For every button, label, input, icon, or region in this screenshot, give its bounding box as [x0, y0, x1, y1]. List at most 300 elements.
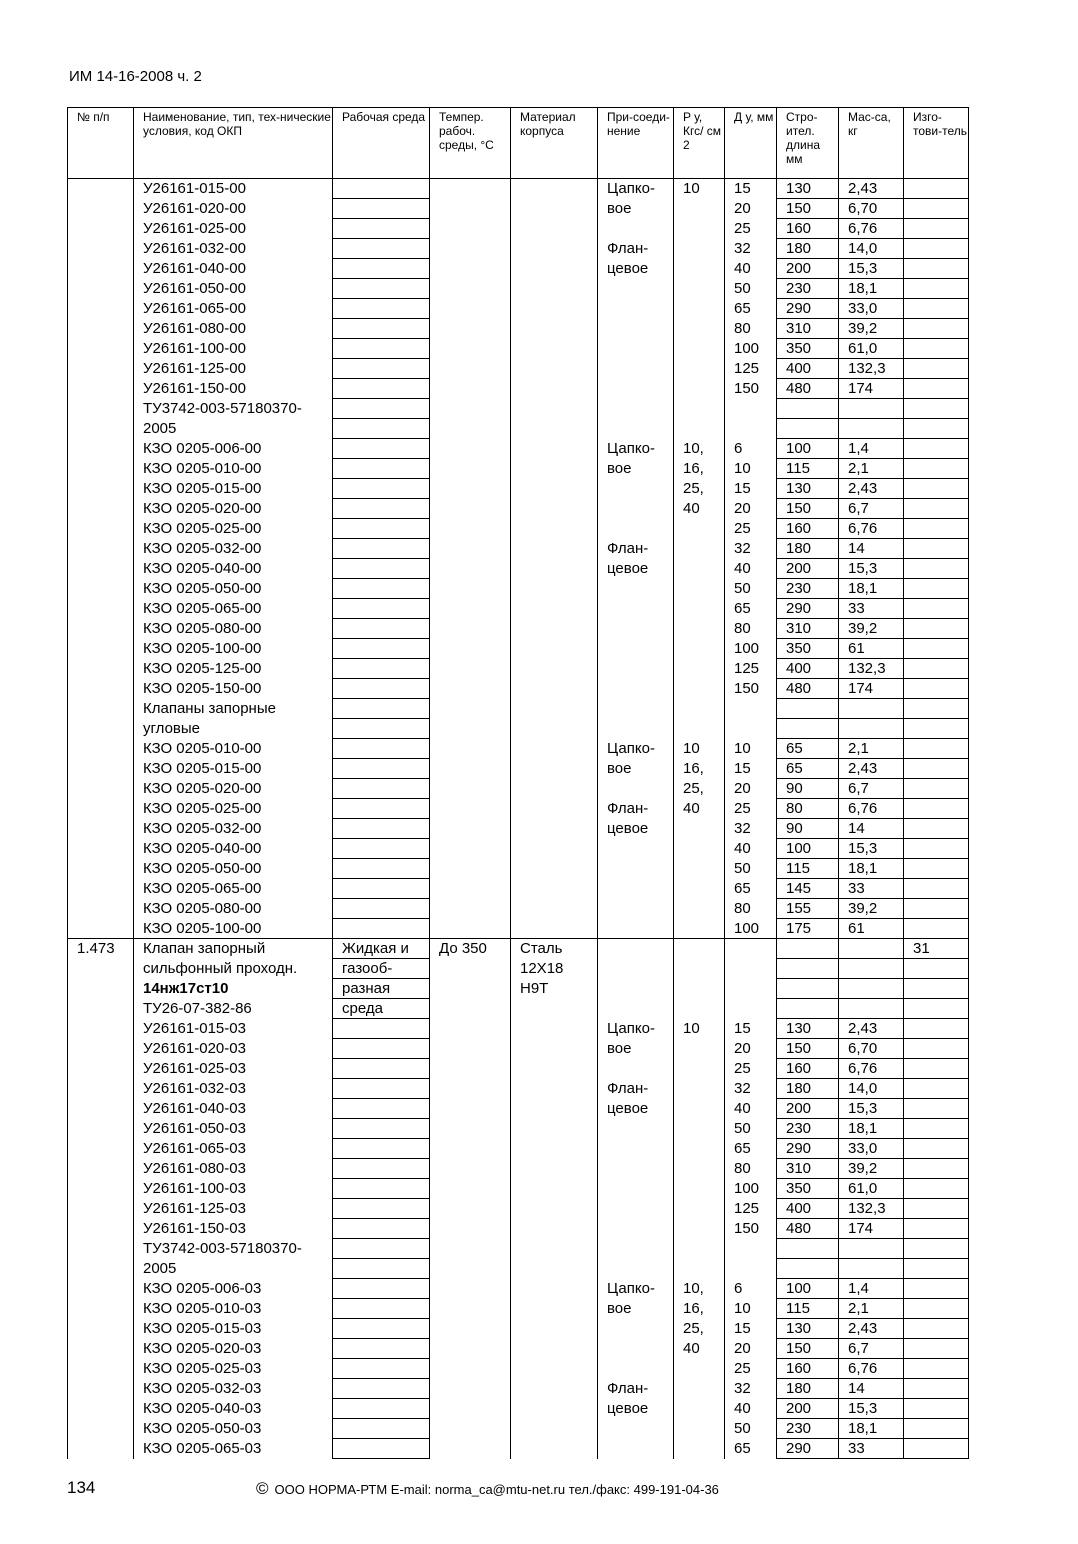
table-cell: 10	[725, 1299, 777, 1319]
table-cell: 65	[725, 299, 777, 319]
table-row	[68, 659, 969, 679]
table-cell	[904, 999, 969, 1019]
table-cell	[725, 1259, 777, 1279]
table-cell	[430, 1319, 511, 1339]
table-cell	[430, 1219, 511, 1239]
table-cell	[904, 339, 969, 359]
table-cell: 132,3	[839, 359, 904, 379]
table-cell	[511, 1239, 598, 1259]
footer-copyright	[256, 1479, 719, 1499]
table-cell	[511, 239, 598, 259]
table-cell: 6,7	[839, 499, 904, 519]
table-cell	[904, 219, 969, 239]
table-cell	[674, 1199, 725, 1219]
table-cell	[674, 1399, 725, 1419]
table-cell	[598, 579, 674, 599]
table-cell: КЗО 0205-020-00	[134, 779, 333, 799]
table-cell	[333, 439, 430, 459]
table-cell	[777, 699, 839, 719]
table-cell	[333, 539, 430, 559]
col-header: Материал корпуса	[511, 108, 598, 179]
table-header-row	[68, 108, 969, 179]
table-cell: 180	[777, 239, 839, 259]
table-cell	[511, 319, 598, 339]
table-cell: 150	[725, 679, 777, 699]
table-cell: 2,1	[839, 459, 904, 479]
table-cell: У26161-025-03	[134, 1059, 333, 1079]
table-cell: 100	[725, 639, 777, 659]
table-cell	[511, 419, 598, 439]
table-row	[68, 339, 969, 359]
table-cell: 310	[777, 319, 839, 339]
table-cell: 40	[674, 499, 725, 519]
table-cell	[68, 1219, 134, 1239]
table-cell	[68, 759, 134, 779]
table-cell	[68, 1379, 134, 1399]
table-cell	[904, 1079, 969, 1099]
table-cell	[333, 259, 430, 279]
table-cell: 14	[839, 539, 904, 559]
table-cell: 350	[777, 339, 839, 359]
table-cell: 200	[777, 259, 839, 279]
table-cell	[430, 699, 511, 719]
table-cell	[68, 1399, 134, 1419]
table-cell: КЗО 0205-006-03	[134, 1279, 333, 1299]
table-cell: У26161-125-00	[134, 359, 333, 379]
table-cell: 180	[777, 1079, 839, 1099]
table-cell	[333, 1239, 430, 1259]
table-cell	[333, 659, 430, 679]
table-cell: 65	[725, 599, 777, 619]
table-cell	[674, 979, 725, 999]
table-cell	[68, 919, 134, 939]
table-cell	[68, 699, 134, 719]
table-cell: 14нж17ст10	[134, 979, 333, 999]
table-cell	[598, 859, 674, 879]
table-cell: 65	[777, 759, 839, 779]
table-row	[68, 219, 969, 239]
table-cell	[674, 659, 725, 679]
table-cell	[511, 1339, 598, 1359]
table-cell	[904, 319, 969, 339]
table-row	[68, 1219, 969, 1239]
table-cell: 100	[725, 919, 777, 939]
table-cell: 18,1	[839, 1119, 904, 1139]
table-cell: 400	[777, 659, 839, 679]
table-cell	[839, 1259, 904, 1279]
table-cell	[430, 1399, 511, 1419]
table-cell	[68, 1419, 134, 1439]
table-cell: У26161-015-03	[134, 1019, 333, 1039]
table-cell	[333, 839, 430, 859]
table-cell: 10,	[674, 1279, 725, 1299]
table-row	[68, 299, 969, 319]
table-cell: 2005	[134, 419, 333, 439]
table-cell: 33	[839, 599, 904, 619]
table-row	[68, 799, 969, 819]
table-cell: 310	[777, 1159, 839, 1179]
table-cell	[904, 959, 969, 979]
table-cell	[333, 899, 430, 919]
table-cell: 155	[777, 899, 839, 919]
table-cell	[674, 199, 725, 219]
table-cell: У26161-015-00	[134, 179, 333, 199]
table-cell	[904, 759, 969, 779]
table-cell	[904, 1259, 969, 1279]
table-cell	[511, 659, 598, 679]
table-cell	[430, 899, 511, 919]
table-cell	[511, 1119, 598, 1139]
table-cell	[598, 1119, 674, 1139]
table-cell: 32	[725, 819, 777, 839]
table-cell: цевое	[598, 819, 674, 839]
table-cell: 65	[725, 1139, 777, 1159]
table-cell	[511, 639, 598, 659]
table-cell	[430, 459, 511, 479]
table-cell	[674, 379, 725, 399]
table-cell: 480	[777, 679, 839, 699]
table-cell	[333, 799, 430, 819]
table-cell	[68, 1139, 134, 1159]
copyright-icon: ©	[256, 1479, 269, 1498]
table-cell: Цапко-	[598, 739, 674, 759]
table-cell: КЗО 0205-065-03	[134, 1439, 333, 1459]
table-cell: 1,4	[839, 439, 904, 459]
table-cell	[511, 539, 598, 559]
table-cell	[598, 659, 674, 679]
table-cell: КЗО 0205-025-03	[134, 1359, 333, 1379]
table-cell	[598, 899, 674, 919]
table-cell	[68, 319, 134, 339]
table-cell	[333, 639, 430, 659]
table-cell	[839, 419, 904, 439]
table-cell: 25,	[674, 1319, 725, 1339]
table-cell	[430, 779, 511, 799]
table-cell: У26161-050-03	[134, 1119, 333, 1139]
table-cell: Цапко-	[598, 439, 674, 459]
table-cell	[333, 1299, 430, 1319]
table-cell: 50	[725, 859, 777, 879]
table-cell: газооб-	[333, 959, 430, 979]
table-cell	[430, 1199, 511, 1219]
table-cell	[333, 1199, 430, 1219]
table-cell	[904, 559, 969, 579]
table-cell: КЗО 0205-025-00	[134, 799, 333, 819]
table-cell: 14	[839, 819, 904, 839]
table-row	[68, 959, 969, 979]
table-cell: 180	[777, 1379, 839, 1399]
table-row	[68, 739, 969, 759]
table-row	[68, 1119, 969, 1139]
table-cell	[674, 1379, 725, 1399]
table-cell: 1.473	[68, 939, 134, 959]
col-header: P у, Кгс/ см 2	[674, 108, 725, 179]
table-cell: 80	[725, 619, 777, 639]
table-row	[68, 1019, 969, 1039]
table-cell: У26161-100-03	[134, 1179, 333, 1199]
table-cell	[68, 799, 134, 819]
table-cell	[68, 779, 134, 799]
table-cell	[904, 1199, 969, 1219]
table-row	[68, 519, 969, 539]
table-cell	[674, 1359, 725, 1379]
table-cell: 40	[725, 1399, 777, 1419]
table-cell	[904, 1379, 969, 1399]
table-cell	[725, 979, 777, 999]
table-cell: Цапко-	[598, 1279, 674, 1299]
table-cell: У26161-150-03	[134, 1219, 333, 1239]
table-cell	[904, 1039, 969, 1059]
table-row	[68, 939, 969, 959]
table-cell: У26161-032-03	[134, 1079, 333, 1099]
table-cell: 10	[674, 179, 725, 199]
table-cell: 125	[725, 359, 777, 379]
table-cell	[904, 1279, 969, 1299]
table-cell	[598, 699, 674, 719]
table-cell	[904, 259, 969, 279]
table-cell: 130	[777, 479, 839, 499]
table-cell: 400	[777, 359, 839, 379]
table-cell	[904, 779, 969, 799]
table-cell	[68, 559, 134, 579]
table-row	[68, 899, 969, 919]
table-cell: 2,43	[839, 1019, 904, 1039]
table-cell: 61	[839, 639, 904, 659]
table-cell	[430, 819, 511, 839]
table-cell: 65	[725, 879, 777, 899]
table-cell	[904, 1359, 969, 1379]
table-cell: 14,0	[839, 239, 904, 259]
table-cell: 6,76	[839, 219, 904, 239]
table-row	[68, 1419, 969, 1439]
table-cell	[904, 639, 969, 659]
table-cell	[511, 579, 598, 599]
table-cell: 15	[725, 1319, 777, 1339]
table-cell: 15,3	[839, 1399, 904, 1419]
table-cell	[904, 1299, 969, 1319]
table-cell: 15	[725, 179, 777, 199]
table-cell	[511, 1159, 598, 1179]
table-cell	[598, 719, 674, 739]
table-cell	[68, 239, 134, 259]
table-cell: 80	[725, 319, 777, 339]
table-cell: КЗО 0205-065-00	[134, 599, 333, 619]
table-cell	[333, 699, 430, 719]
table-cell: У26161-080-00	[134, 319, 333, 339]
table-cell	[68, 199, 134, 219]
table-cell	[674, 339, 725, 359]
table-cell	[839, 939, 904, 959]
table-cell	[511, 699, 598, 719]
table-cell	[511, 839, 598, 859]
table-row	[68, 1139, 969, 1159]
table-row	[68, 1199, 969, 1219]
table-cell	[839, 959, 904, 979]
table-row	[68, 419, 969, 439]
table-cell	[511, 599, 598, 619]
table-row	[68, 599, 969, 619]
table-cell: 175	[777, 919, 839, 939]
table-cell	[674, 299, 725, 319]
table-row	[68, 1299, 969, 1319]
table-cell	[430, 399, 511, 419]
table-cell: сильфонный проходн.	[134, 959, 333, 979]
table-row	[68, 679, 969, 699]
table-cell	[430, 419, 511, 439]
table-cell: У26161-065-03	[134, 1139, 333, 1159]
table-cell	[598, 499, 674, 519]
table-cell: 18,1	[839, 859, 904, 879]
table-cell: 6	[725, 1279, 777, 1299]
table-cell: КЗО 0205-020-03	[134, 1339, 333, 1359]
table-cell	[674, 879, 725, 899]
table-cell	[430, 719, 511, 739]
table-cell: 25	[725, 1059, 777, 1079]
table-cell	[904, 539, 969, 559]
table-cell	[430, 879, 511, 899]
table-cell	[333, 1399, 430, 1419]
table-cell	[68, 579, 134, 599]
table-cell	[333, 1279, 430, 1299]
table-cell	[904, 499, 969, 519]
table-row	[68, 379, 969, 399]
table-row	[68, 559, 969, 579]
table-cell: 6,70	[839, 199, 904, 219]
table-cell	[511, 899, 598, 919]
table-cell: У26161-020-03	[134, 1039, 333, 1059]
table-cell	[598, 399, 674, 419]
table-cell	[68, 1019, 134, 1039]
table-cell	[904, 819, 969, 839]
table-row	[68, 1279, 969, 1299]
table-cell	[777, 999, 839, 1019]
table-cell: 39,2	[839, 619, 904, 639]
table-cell	[598, 1259, 674, 1279]
table-cell	[333, 919, 430, 939]
table-cell: 40	[674, 799, 725, 819]
table-cell	[430, 1339, 511, 1359]
table-row	[68, 1059, 969, 1079]
table-cell	[511, 379, 598, 399]
table-cell	[333, 339, 430, 359]
table-cell	[777, 719, 839, 739]
table-row	[68, 1359, 969, 1379]
table-cell	[333, 1319, 430, 1339]
table-cell	[333, 359, 430, 379]
table-cell: КЗО 0205-025-00	[134, 519, 333, 539]
table-cell: До 350	[430, 939, 511, 959]
table-cell	[511, 339, 598, 359]
table-cell: 145	[777, 879, 839, 899]
table-cell	[430, 1379, 511, 1399]
table-cell	[674, 419, 725, 439]
table-cell: 10	[725, 459, 777, 479]
table-cell	[674, 719, 725, 739]
table-cell: 50	[725, 279, 777, 299]
table-cell: 40	[674, 1339, 725, 1359]
table-cell: 130	[777, 179, 839, 199]
table-cell	[904, 619, 969, 639]
table-cell	[674, 519, 725, 539]
table-cell	[430, 1259, 511, 1279]
table-cell: У26161-032-00	[134, 239, 333, 259]
table-cell: 125	[725, 659, 777, 679]
table-cell	[674, 579, 725, 599]
table-cell: 25,	[674, 479, 725, 499]
table-cell	[674, 1119, 725, 1139]
table-cell: 2,1	[839, 739, 904, 759]
table-cell	[725, 939, 777, 959]
table-cell	[674, 359, 725, 379]
table-cell: 6,76	[839, 519, 904, 539]
table-cell: У26161-050-00	[134, 279, 333, 299]
table-cell: КЗО 0205-150-00	[134, 679, 333, 699]
table-cell	[674, 1079, 725, 1099]
table-cell: КЗО 0205-010-00	[134, 459, 333, 479]
table-cell: 160	[777, 1359, 839, 1379]
table-cell	[598, 1159, 674, 1179]
table-cell: КЗО 0205-040-00	[134, 559, 333, 579]
table-cell	[904, 379, 969, 399]
table-cell	[511, 679, 598, 699]
col-header: Изго-тови-тель	[904, 108, 969, 179]
table-cell	[333, 1379, 430, 1399]
table-cell	[598, 1199, 674, 1219]
table-cell: 100	[725, 339, 777, 359]
table-cell	[674, 1039, 725, 1059]
table-cell: 40	[725, 1099, 777, 1119]
table-cell	[904, 239, 969, 259]
table-cell	[511, 1359, 598, 1379]
table-cell	[674, 239, 725, 259]
table-cell: КЗО 0205-032-00	[134, 539, 333, 559]
table-cell	[68, 1439, 134, 1459]
table-cell: 90	[777, 779, 839, 799]
table-cell	[430, 1099, 511, 1119]
table-cell: 6,76	[839, 799, 904, 819]
table-cell	[333, 719, 430, 739]
table-cell: 39,2	[839, 319, 904, 339]
table-cell: среда	[333, 999, 430, 1019]
table-cell	[333, 519, 430, 539]
table-cell: 6,7	[839, 1339, 904, 1359]
table-cell: 150	[725, 1219, 777, 1239]
table-cell	[511, 919, 598, 939]
table-cell	[839, 699, 904, 719]
table-cell	[511, 559, 598, 579]
table-cell	[333, 239, 430, 259]
table-cell: 18,1	[839, 279, 904, 299]
table-row	[68, 1319, 969, 1339]
table-cell: КЗО 0205-125-00	[134, 659, 333, 679]
table-cell	[68, 679, 134, 699]
table-cell	[430, 759, 511, 779]
table-cell	[904, 1119, 969, 1139]
table-cell	[430, 1239, 511, 1259]
table-cell: КЗО 0205-050-00	[134, 859, 333, 879]
table-cell	[68, 1259, 134, 1279]
col-header: При-соеди-нение	[598, 108, 674, 179]
table-cell	[430, 1159, 511, 1179]
col-header: Стро-ител. длина мм	[777, 108, 839, 179]
table-cell	[68, 1039, 134, 1059]
table-cell	[674, 1139, 725, 1159]
table-cell	[511, 279, 598, 299]
table-row	[68, 839, 969, 859]
table-cell: 65	[777, 739, 839, 759]
table-cell	[68, 1059, 134, 1079]
table-cell	[68, 899, 134, 919]
